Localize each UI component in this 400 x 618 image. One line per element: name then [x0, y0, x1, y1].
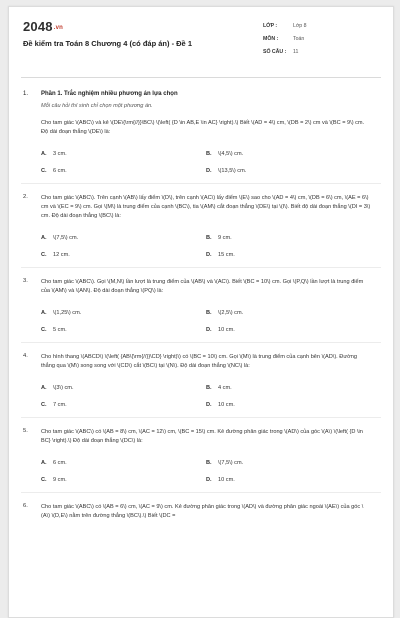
answer-text: 6 cm. [53, 459, 67, 466]
answer-option[interactable] [206, 151, 371, 157]
answer-option[interactable] [206, 252, 371, 258]
answer-options [41, 229, 371, 263]
question-separator [21, 417, 381, 418]
answer-row [41, 471, 371, 488]
question-list [9, 119, 393, 521]
exam-content [9, 91, 393, 521]
answer-option[interactable] [41, 252, 206, 258]
answer-text: 12 cm. [53, 251, 70, 258]
answer-text: \(7,5\) cm. [53, 234, 79, 241]
answer-letter: D. [206, 476, 212, 483]
answer-options [41, 145, 371, 179]
answer-text: \(1,25\) cm. [53, 309, 82, 316]
question-number: 2. [23, 194, 28, 200]
answer-letter: A. [41, 384, 47, 391]
answer-letter: B. [206, 150, 212, 157]
answer-option[interactable] [41, 151, 206, 157]
answer-letter: B. [206, 234, 212, 241]
answer-text: \(2,5\) cm. [218, 309, 244, 316]
answer-option[interactable] [41, 402, 206, 408]
answer-option[interactable] [206, 385, 371, 391]
answer-text: 3 cm. [53, 150, 67, 157]
exam-page [8, 6, 394, 618]
question-separator [21, 492, 381, 493]
answer-text: 9 cm. [53, 476, 67, 483]
answer-letter: D. [206, 401, 212, 408]
answer-letter: A. [41, 459, 47, 466]
section-title: 1. Phần 1. Trắc nghiệm nhiều phương án lựa chọn [23, 91, 178, 97]
answer-option[interactable] [206, 168, 371, 174]
answer-letter: B. [206, 384, 212, 391]
answer-letter: B. [206, 459, 212, 466]
header-divider [21, 77, 381, 78]
answer-option[interactable] [41, 327, 206, 333]
answer-text: 7 cm. [53, 401, 67, 408]
answer-letter: C. [41, 167, 47, 174]
answer-letter: C. [41, 476, 47, 483]
answer-option[interactable] [206, 477, 371, 483]
answer-option[interactable] [41, 310, 206, 316]
question-text: Cho hình thang \(ABCD\) \(\left( {AB\{\rm{//}}\CD} \right)\) có \(BC = 10\) cm. Gọi \(M\) là trung điểm của cạnh bên \(AD\). Đường thẳng qua \(M\) song song với \(CD\) cắt \(BC\) tại \(N\). Độ dài đoạn thẳng \(NC\) là: [41, 354, 357, 369]
exam-header [9, 7, 393, 67]
answer-letter: D. [206, 167, 212, 174]
answer-row [41, 454, 371, 471]
answer-letter: C. [41, 326, 47, 333]
answer-text: 15 cm. [218, 251, 235, 258]
question-separator [21, 342, 381, 343]
question-5 [9, 428, 393, 488]
answer-text: 10 cm. [218, 476, 235, 483]
answer-options [41, 454, 371, 488]
answer-letter: A. [41, 309, 47, 316]
question-separator [21, 183, 381, 184]
answer-row [41, 396, 371, 413]
question-4 [9, 353, 393, 413]
question-number: 3. [23, 278, 28, 284]
question-separator [21, 267, 381, 268]
answer-option[interactable] [206, 327, 371, 333]
question-number: 6. [23, 503, 28, 509]
question-number: 5. [23, 428, 28, 434]
answer-text: 10 cm. [218, 326, 235, 333]
meta-count: SỐ CÂU : 11 [263, 48, 299, 55]
question-3 [9, 278, 393, 338]
answer-option[interactable] [206, 402, 371, 408]
question-text: Cho tam giác \(ABC\) có \(AB = 8\) cm, \(AC = 12\) cm, \(BC = 15\) cm. Kẻ đường phân giác trong \(AD\) của góc \(A\) \(\left( {D \in BC} \right).\) Độ dài đoạn thẳng \(DC\) là: [41, 429, 363, 444]
answer-option[interactable] [41, 460, 206, 466]
answer-text: \(3\) cm. [53, 384, 74, 391]
answer-option[interactable] [41, 168, 206, 174]
answer-row [41, 321, 371, 338]
answer-letter: B. [206, 309, 212, 316]
answer-option[interactable] [41, 235, 206, 241]
answer-text: \(13,5\) cm. [218, 167, 247, 174]
answer-letter: A. [41, 234, 47, 241]
answer-row [41, 246, 371, 263]
answer-row [41, 229, 371, 246]
exam-title: Đề kiểm tra Toán 8 Chương 4 (có đáp án) - Đề 1 [23, 39, 192, 48]
answer-option[interactable] [41, 477, 206, 483]
answer-text: 9 cm. [218, 234, 232, 241]
answer-text: \(7,5\) cm. [218, 459, 244, 466]
question-2 [9, 194, 393, 263]
answer-text: 4 cm. [218, 384, 232, 391]
answer-letter: D. [206, 251, 212, 258]
answer-text: \(4,5\) cm. [218, 150, 244, 157]
answer-option[interactable] [41, 385, 206, 391]
answer-option[interactable] [206, 310, 371, 316]
question-text: Cho tam giác \(ABC\) và kẻ \(DE\{\rm{//}}\BC\) \(\left( {D \in AB,E \in AC} \right).\) Biết \(AD = 4\) cm, \(DB = 2\) cm và \(BC = 9\) cm. Độ dài đoạn thẳng \(DE\) là: [41, 120, 365, 135]
answer-letter: A. [41, 150, 47, 157]
answer-options [41, 379, 371, 413]
meta-subject: MÔN : Toán [263, 35, 305, 42]
answer-option[interactable] [206, 460, 371, 466]
answer-text: 10 cm. [218, 401, 235, 408]
question-text: Cho tam giác \(ABC\) có \(AB = 6\) cm, \(AC = 9\) cm. Kẻ đường phân giác trong \(AD\) và đường phân giác ngoài \(AE\) của góc \(A\) \(D,E\) nằm trên đường thẳng \(BC\).\) Biết \(DC = [41, 504, 364, 519]
question-text: Cho tam giác \(ABC\). Trên cạnh \(AB\) lấy điểm \(D\), trên cạnh \(AC\) lấy điểm \(E\) sao cho \(AD = 4\) cm, \(DB = 6\) cm, \(AE = 6\) cm và \(EC = 9\) cm. Gọi \(M\) là trung điểm của cạnh \(BC\), tia \(AM\) cắt đoạn thẳng \(DE\) tại \(I\). Biết độ dài đoạn thẳng \(DI = 3\) cm. Độ dài đoạn thẳng \(BC\) là: [41, 195, 371, 219]
site-logo[interactable]: 2048.vn [23, 19, 64, 34]
answer-row [41, 162, 371, 179]
meta-class: LỚP : Lớp 8 [263, 22, 307, 29]
answer-text: 5 cm. [53, 326, 67, 333]
answer-letter: C. [41, 401, 47, 408]
answer-options [41, 304, 371, 338]
question-text: Cho tam giác \(ABC\). Gọi \(M,N\) lần lượt là trung điểm của \(AB\) và \(AC\). Biết \(BC = 10\) cm. Gọi \(P,Q\) lần lượt là trung điểm của \(AM\) và \(AN\). Độ dài đoạn thẳng \(PQ\) là: [41, 279, 364, 294]
answer-row [41, 145, 371, 162]
answer-text: 6 cm. [53, 167, 67, 174]
question-number: 4. [23, 353, 28, 359]
answer-option[interactable] [206, 235, 371, 241]
answer-letter: D. [206, 326, 212, 333]
answer-letter: C. [41, 251, 47, 258]
question-1 [9, 119, 393, 179]
answer-row [41, 304, 371, 321]
section-instruction: Mỗi câu hỏi thí sinh chỉ chọn một phương án. [41, 103, 153, 109]
answer-row [41, 379, 371, 396]
exam-meta [263, 19, 383, 58]
question-6 [9, 503, 393, 521]
